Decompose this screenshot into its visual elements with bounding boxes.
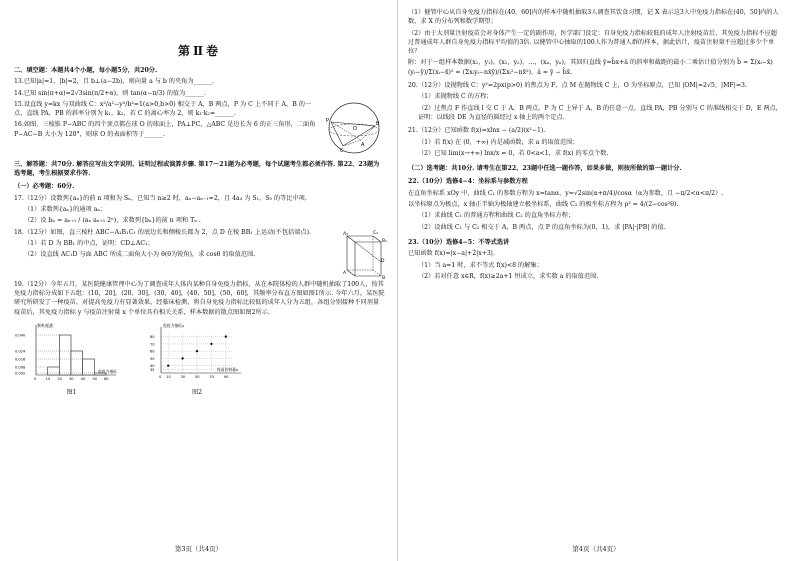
question-22-part-2: （2）设曲线 C₁ 与 C₂ 相交于 A，B 两点，点 P 的直角坐标为(0，1)，求 |PA|·|PB| 的值. [418, 223, 666, 231]
question-19-part-2: （2）由于大剂量注射疫苗会对身体产生一定的副作用，医学部门设定：自身免疫力指标较低的成年人注射疫苗后，其免疫力指标不应超过普通成年人群自身免疫力指标平均值的3倍. 以健管中心抽取的100人作为普通人群的样本，据此估计，疫苗注射量不应超过多少个单位？ [408, 29, 777, 56]
x-axis-label: 疫苗注射量x [217, 366, 239, 372]
fill-header: 二、填空题：本题共4个小题，每小题5分，共20分. [14, 67, 158, 74]
histogram-bar [71, 351, 83, 375]
y-tick-label: 35 [150, 367, 155, 372]
x-tick-label: 40 [80, 376, 86, 381]
y-tick-label: 70 [150, 342, 155, 347]
x-tick-label: 60 [104, 376, 109, 381]
question-19: 19.（12分）今年五月，某医院健康管理中心为了调查成年人体内某种自身免疫力指标，从在本院体检的人群中随机抽取了100人，按其免疫力指标分成如下五组：(10，20]，(20，30]，(30，40]，(40，50]，(50，60]，其频率分布直方图如图1所示. 今年六月，某医院研究所研发了一种疫苗，对提高免疫力有显著效果，经临床检测，将自身免疫力指标比较低的成年人分为五组，各组分别接种不同剂量疫苗后，其免疫力指标 y 与疫苗注射量 x 个单位具有相关关系，样本数据的散点图如图2所示. [14, 280, 385, 316]
section-title: 第Ⅱ卷 [177, 44, 222, 58]
question-17-part-1: （1）求数列{aₙ}的通项 aₙ； [24, 206, 107, 214]
svg-text:B: B [376, 120, 380, 127]
y-tick-label: 0.002 [15, 371, 26, 376]
x-tick-label: 10 [166, 374, 171, 379]
page-footer: 第4页（共4页） [572, 545, 620, 554]
x-tick-label: 30 [180, 374, 186, 379]
scatter-point [167, 364, 169, 366]
question-22-part-1: （1）求曲线 C₁ 的普通方程和曲线 C₂ 的直角坐标方程； [418, 212, 575, 220]
scatter-point [210, 343, 212, 345]
x-tick-label: 0 [34, 376, 37, 381]
question-22-body-2: 以坐标原点为极点，x 轴正半轴为极轴建立极坐标系，曲线 C₂ 的极坐标方程为 ρ² = 4/(2−cos²θ). [408, 201, 679, 209]
y-tick-label: 80 [150, 334, 155, 339]
svg-text:D: D [381, 258, 385, 264]
x-axis-label: 免疫力指标 [98, 368, 117, 374]
x-tick-label: 90 [223, 374, 229, 379]
required-header: （一）必考题：60分. [14, 183, 75, 191]
histogram-chart [14, 321, 129, 385]
question-21-part-1: （1）若 f(x) 在 (0，+∞) 内是减函数，求 a 的取值范围； [418, 138, 579, 146]
prism-figure [343, 228, 385, 280]
svg-text:C: C [340, 147, 344, 154]
y-tick-label: 0.040 [15, 333, 26, 338]
y-axis-label: 频率/组距 [37, 322, 54, 328]
sphere-figure [323, 100, 385, 156]
svg-text:P: P [326, 117, 330, 124]
question-20: 20.（12分）设抛物线 C：y²=2px(p>0) 的焦点为 F，点 M 在抛物线 C 上，O 为坐标原点，已知 |OM|=2√5，|MF|=3. [408, 82, 747, 90]
question-14: 14.已知 sin(π+α)=2√3sin(π/2+α)，则 tan(α−π/3) 的值为______. [14, 89, 206, 97]
question-20-part-2: （2）过焦点 F 作直线 l 交 C 于 A，B 两点，P 为 C 上异于 A，B 的任意一点，直线 PA，PB 分别与 C 的准线相交于 D，E 两点，证明：以线段 DE 为直径的圆经过 x 轴上的两个定点. [418, 104, 782, 121]
svg-text:A: A [361, 141, 365, 148]
svg-text:O: O [353, 125, 357, 132]
scatter-point [181, 357, 183, 359]
x-tick-label: 30 [69, 376, 74, 381]
optional-header: （二）选考题：共10分. 请考生在第22、23题中任选一题作答，如果多做，则按所做的第一题计分. [408, 165, 682, 173]
x-tick-label: 0 [159, 374, 162, 379]
question-22: 22.（10分）选修4−4：坐标系与参数方程 [408, 178, 528, 186]
question-20-part-1: （1）求抛物线 C 的方程； [418, 93, 493, 101]
question-18-part-2: （2）设直线 AC₁D 与面 ABC 所成二面角大小为 θ(θ为锐角)，求 cosθ 的取值范围. [24, 251, 256, 259]
question-23-part-2: （2）若对任意 x∈R，f(x)≥2a+1 恒成立，求实数 a 的取值范围. [418, 272, 599, 280]
y-tick-label: 40 [150, 364, 155, 369]
x-tick-label: 10 [45, 376, 51, 381]
question-18: 18.（12分）如图，直三棱柱 ABC−A₁B₁C₁ 的底边长和侧棱长都为 2，点 D 在棱 BB₁ 上运动(不包括端点). [14, 228, 311, 236]
histogram-bar [83, 359, 95, 375]
scatter-chart [147, 321, 247, 385]
x-tick-label: 20 [57, 376, 62, 381]
question-19-reference: 附：对于一组样本数据(x₁，y₁)，(x₂，y₂)，…，(xₙ，yₙ)，其回归直线 ŷ=b̂x+â 的斜率和截距的最小二乘估计值分别为 b̂ = Σ(xᵢ−x̄)(yᵢ−ȳ)/Σ(xᵢ−x̄)² = (Σxᵢyᵢ−nx̄ȳ)/(Σxᵢ²−nx̄²)，â = ȳ − b̂x̄. [408, 59, 773, 76]
question-17: 17.（12分）设数列{aₙ}的前 n 项和为 Sₙ，已知当 n≥2 时，aₙ−aₙ₋₁=2，且 4a₃ 为 S₁，S₅ 的等比中项. [14, 194, 307, 202]
y-tick-label: 0.016 [15, 357, 26, 362]
figure-1-label: 图1 [66, 389, 77, 397]
solve-header: 三、解答题：共70分. 解答应写出文字说明、证明过程或演算步骤. 第17～21题为必考题，每个试题考生都必须作答. 第22、23题为选考题，考生根据要求作答. [14, 160, 380, 178]
histogram-bar [59, 335, 71, 375]
question-21-part-2: （2）已知 lim(x→+∞) lnx/x = 0，若 0<a<1，求 f(x) 的零点个数. [418, 149, 609, 157]
x-tick-label: 70 [209, 374, 214, 379]
question-19-part-1: （1）健管中心从自身免疫力指标在(40，60]内的样本中随机抽取3人调查其饮食习惯，记 X 表示这3人中免疫力指标在(40，50]内的人数，求 X 的分布列和数学期望； [408, 9, 779, 26]
question-23-body: 已知函数 f(x)=|x−a|+2|x+3|. [408, 250, 495, 258]
svg-text:A: A [343, 270, 347, 276]
y-tick-label: 0.024 [15, 349, 26, 354]
x-tick-label: 50 [92, 376, 97, 381]
figure-2-label: 图2 [191, 389, 203, 397]
histogram-bar [48, 367, 60, 375]
scatter-point [196, 350, 198, 352]
y-tick-label: 60 [150, 349, 155, 354]
svg-text:A₁: A₁ [343, 231, 348, 237]
question-22-body: 在直角坐标系 xOy 中，曲线 C₁ 的参数方程为 x=tanα，y=√2sin(α+π/4)/cosα（α为参数，且 −π/2<α<π/2）. [408, 189, 724, 197]
svg-text:B₁: B₁ [382, 238, 387, 244]
y-axis-label: 免疫力指标y [163, 322, 185, 328]
svg-text:B: B [382, 275, 386, 281]
question-23-part-1: （1）当 a=1 时，求不等式 f(x)<8 的解集； [418, 261, 543, 269]
question-23: 23.（10分）选修4−5：不等式选讲 [408, 238, 510, 246]
question-15: 15.设直线 y=kx 与双曲线 C：x²/a²−y²/b²=1(a>0,b>0) 相交于 A，B 两点，P 为 C 上不同于 A，B 的一点，直线 PA，PB 的斜率分别为 k₁，k₂，若 C 的离心率为 2，则 k₁·k₂=______. [14, 100, 312, 118]
question-17-part-2: （2）设 bₙ = aₙ₊₁ / (aₙ aₙ₊₁ 2ⁿ)，求数列{bₙ}的前 n 项和 Tₙ . [24, 217, 201, 225]
svg-text:C₁: C₁ [373, 230, 378, 236]
question-21: 21.（12分）已知函数 f(x)=xlnx − (a/2)(x²−1). [408, 127, 546, 135]
y-tick-label: 50 [150, 356, 155, 361]
question-16: 16.如图，三棱锥 P−ABC 的四个顶点都在球 O 的球面上，PA⊥PC，△ABC 是边长为 6 的正三角形，二面角 P−AC−B 大小为 120°，则球 O 的表面积等于______. [14, 121, 316, 138]
question-13: 13.已知|a|=1，|b|=2，且 b⊥(a−2b)，则向量 a 与 b 的夹角为______. [14, 78, 215, 86]
page-footer: 第3页（共4页） [174, 545, 223, 554]
y-tick-label: 0.008 [15, 365, 26, 370]
x-tick-label: 50 [195, 374, 200, 379]
page-4 [397, 0, 794, 561]
scatter-point [225, 335, 227, 337]
question-18-part-1: （1）若 D 为 BB₁ 的中点，证明：CD⊥AC₁； [24, 239, 154, 247]
